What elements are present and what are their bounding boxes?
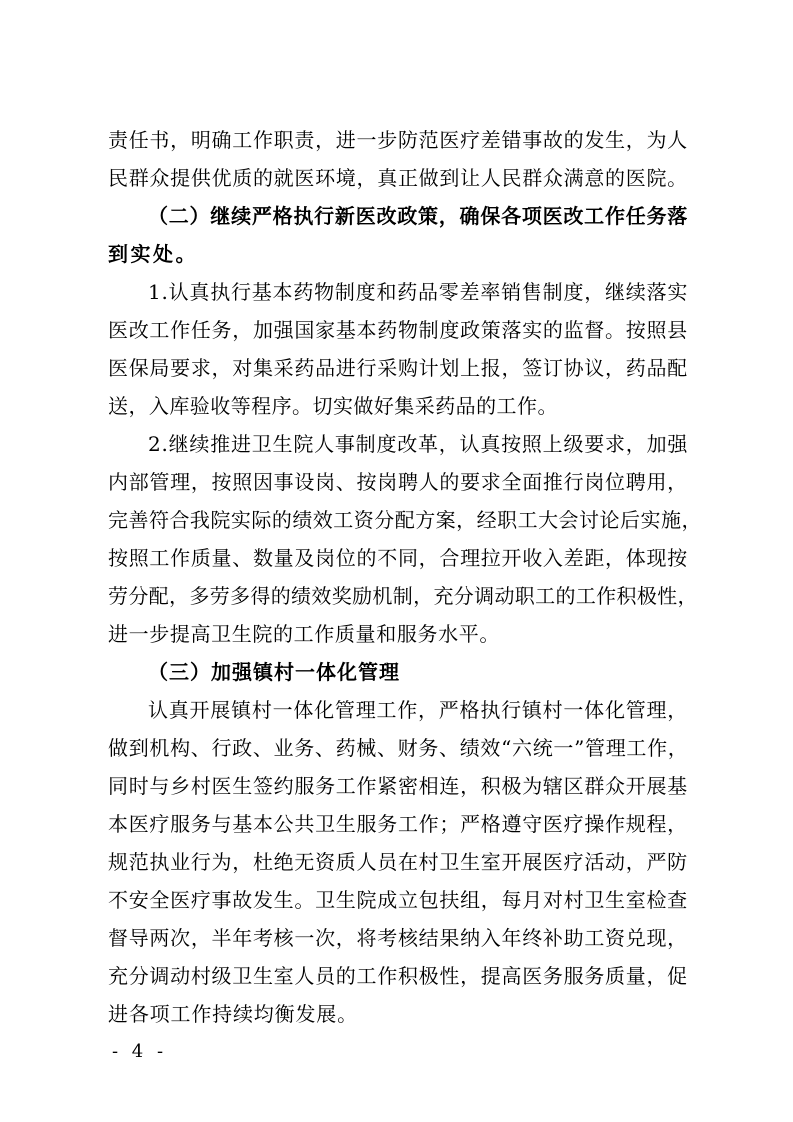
- body-line: 充分调动村级卫生室人员的工作积极性，提高医务服务质量，促: [108, 964, 688, 988]
- body-line: 本医疗服务与基本公共卫生服务工作；严格遵守医疗操作规程，: [108, 812, 688, 836]
- page-number: - 4 -: [112, 1041, 168, 1062]
- body-line: 医保局要求，对集采药品进行采购计划上报，签订协议，药品配: [108, 356, 688, 380]
- body-line: 进一步提高卫生院的工作质量和服务水平。: [108, 622, 500, 646]
- body-line: 规范执业行为，杜绝无资质人员在村卫生室开展医疗活动，严防: [108, 850, 688, 874]
- section-heading: （二）继续严格执行新医改政策，确保各项医改工作任务落: [148, 204, 689, 228]
- body-line: 进各项工作持续均衡发展。: [108, 1002, 358, 1026]
- body-line: 1.认真执行基本药物制度和药品零差率销售制度，继续落实: [148, 280, 689, 304]
- body-line: 督导两次，半年考核一次，将考核结果纳入年终补助工资兑现，: [108, 926, 688, 950]
- body-line: 完善符合我院实际的绩效工资分配方案，经职工大会讨论后实施，: [108, 508, 702, 532]
- body-line: 劳分配，多劳多得的绩效奖励机制，充分调动职工的工作积极性，: [108, 584, 698, 608]
- body-line: 民群众提供优质的就医环境，真正做到让人民群众满意的医院。: [108, 166, 688, 190]
- body-line: 送，入库验收等程序。切实做好集采药品的工作。: [108, 394, 558, 418]
- body-line: 认真开展镇村一体化管理工作，严格执行镇村一体化管理，: [148, 698, 689, 722]
- body-line: 责任书，明确工作职责，进一步防范医疗差错事故的发生，为人: [108, 128, 688, 152]
- body-line: 2.继续推进卫生院人事制度改革，认真按照上级要求，加强: [148, 432, 689, 456]
- body-line: 同时与乡村医生签约服务工作紧密相连，积极为辖区群众开展基: [108, 774, 688, 798]
- section-heading: （三）加强镇村一体化管理: [148, 660, 400, 684]
- body-line: 按照工作质量、数量及岗位的不同，合理拉开收入差距，体现按: [108, 546, 688, 570]
- body-line: 内部管理，按照因事设岗、按岗聘人的要求全面推行岗位聘用，: [108, 470, 688, 494]
- body-line: 不安全医疗事故发生。卫生院成立包扶组，每月对村卫生室检查: [108, 888, 688, 912]
- body-line: 做到机构、行政、业务、药械、财务、绩效“六统一”管理工作，: [108, 736, 689, 760]
- body-line: 医改工作任务，加强国家基本药物制度政策落实的监督。按照县: [108, 318, 688, 342]
- section-heading: 到实处。: [108, 242, 198, 266]
